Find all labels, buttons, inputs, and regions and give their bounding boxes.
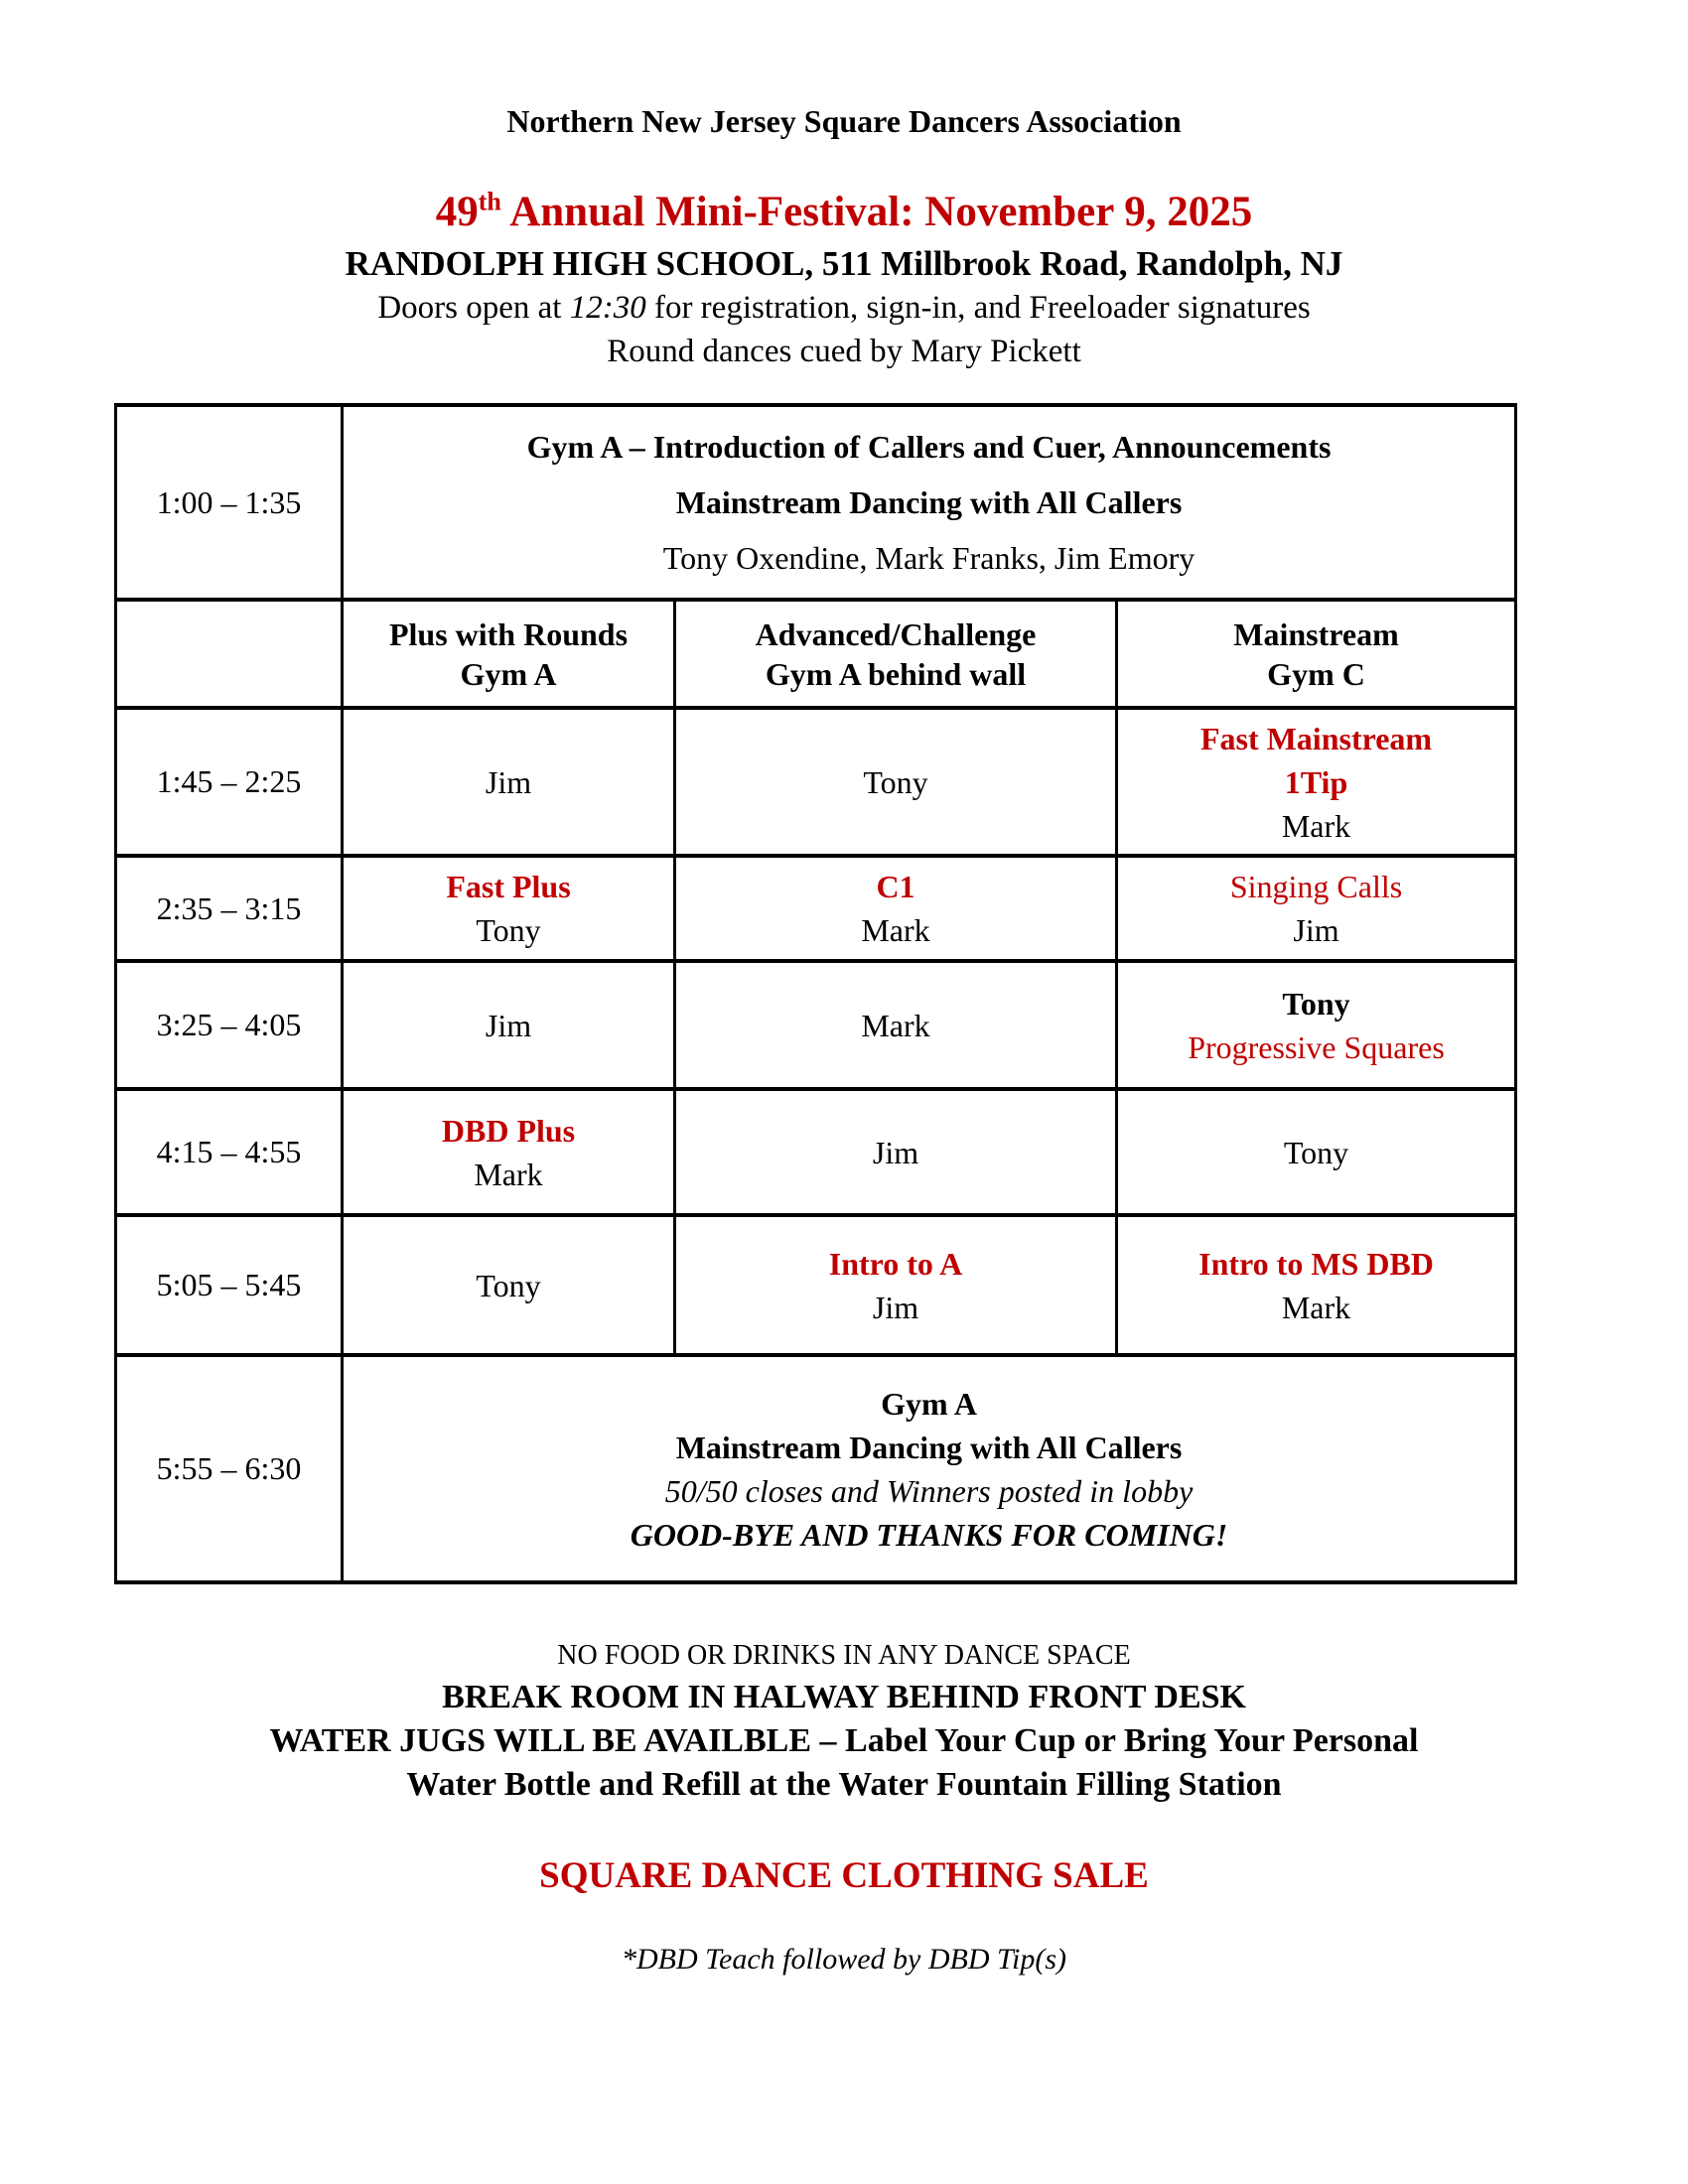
festival-title-rest: Annual Mini-Festival: November 9, 2025 <box>500 189 1253 235</box>
cell-415-advanced <box>675 1089 1117 1215</box>
caller-name: Mark <box>1281 807 1351 844</box>
special-tip-label: 1Tip <box>1284 763 1348 800</box>
festival-title-ordinal: th <box>478 187 501 216</box>
row-opening <box>116 405 1516 600</box>
row-closing <box>116 1355 1516 1582</box>
closing-cell <box>343 1355 1516 1582</box>
break-room-notice: BREAK ROOM IN HALWAY BEHIND FRONT DESK <box>442 1679 1246 1715</box>
special-tip-label: DBD Plus <box>441 1112 576 1149</box>
opening-cell <box>343 405 1516 600</box>
cell-235-mainstream <box>1117 856 1516 961</box>
closing-dance-line: Mainstream Dancing with All Callers <box>675 1429 1183 1465</box>
caller-name: Tony <box>1283 1134 1349 1170</box>
caller-name: Mark <box>861 912 930 948</box>
row-slot-145 <box>116 708 1516 856</box>
cell-325-advanced <box>675 961 1117 1089</box>
time-cell-145: 1:45 – 2:25 <box>116 708 343 856</box>
caller-name: Mark <box>474 1156 543 1192</box>
cell-505-plus <box>343 1215 675 1355</box>
column-header-mainstream <box>1117 600 1516 708</box>
cell-325-mainstream <box>1117 961 1516 1089</box>
column-header-plus-program: Plus with Rounds <box>388 615 629 652</box>
cell-415-mainstream <box>1117 1089 1516 1215</box>
doors-line-pre: Doors open at <box>377 290 570 326</box>
organization-name: Northern New Jersey Square Dancers Association <box>506 103 1182 139</box>
special-tip-label: Fast Mainstream <box>1199 720 1433 756</box>
water-notice-line-2: Water Bottle and Refill at the Water Fountain Filling Station <box>406 1766 1282 1803</box>
column-header-plus <box>343 600 675 708</box>
doors-line-post: for registration, sign-in, and Freeloader signatures <box>645 290 1311 326</box>
rounds-cuer-line: Round dances cued by Mary Pickett <box>607 334 1081 369</box>
flyer-header <box>0 0 1688 373</box>
time-cell-opening: 1:00 – 1:35 <box>116 405 343 600</box>
caller-name: Tony <box>863 763 928 800</box>
column-header-mainstream-program: Mainstream <box>1233 615 1399 652</box>
time-cell-closing: 5:55 – 6:30 <box>116 1355 343 1582</box>
caller-name: Mark <box>861 1007 930 1043</box>
caller-name: Mark <box>1281 1289 1351 1325</box>
closing-goodbye-line: GOOD-BYE AND THANKS FOR COMING! <box>630 1516 1228 1553</box>
venue-line: RANDOLPH HIGH SCHOOL, 511 Millbrook Road, Randolph, NJ <box>345 244 1343 283</box>
time-cell-325: 3:25 – 4:05 <box>116 961 343 1089</box>
column-header-plus-room: Gym A <box>460 655 557 692</box>
water-notice-line-1: WATER JUGS WILL BE AVAILBLE – Label Your Cup or Bring Your Personal <box>269 1722 1419 1759</box>
cell-235-advanced <box>675 856 1117 961</box>
caller-name: Tony <box>476 1267 541 1303</box>
cell-145-advanced <box>675 708 1117 856</box>
opening-line-2: Mainstream Dancing with All Callers <box>675 484 1183 520</box>
special-tip-label: Fast Plus <box>446 869 571 904</box>
caller-name: Tony <box>1282 985 1350 1022</box>
header-empty-cell <box>116 600 343 708</box>
cell-235-plus <box>343 856 675 961</box>
festival-title <box>0 187 1688 238</box>
opening-callers-line: Tony Oxendine, Mark Franks, Jim Emory <box>662 540 1196 576</box>
caller-name: Jim <box>485 1007 532 1043</box>
column-header-advanced-program: Advanced/Challenge <box>755 615 1037 652</box>
column-header-advanced <box>675 600 1117 708</box>
special-tip-label: C1 <box>876 869 915 904</box>
festival-title-number: 49 <box>435 189 479 235</box>
caller-name: Jim <box>1293 912 1339 948</box>
opening-line-1: Gym A – Introduction of Callers and Cuer, Announcements <box>526 429 1332 465</box>
row-column-headers <box>116 600 1516 708</box>
clothing-sale-notice: SQUARE DANCE CLOTHING SALE <box>539 1855 1149 1896</box>
doors-line <box>0 286 1688 330</box>
special-tip-label: Progressive Squares <box>1188 1028 1445 1065</box>
special-tip-label: Intro to A <box>828 1245 963 1282</box>
schedule-table <box>114 403 1517 1584</box>
caller-name: Jim <box>872 1289 919 1325</box>
column-header-mainstream-room: Gym C <box>1267 655 1365 692</box>
closing-room-line: Gym A <box>881 1385 977 1422</box>
time-cell-505: 5:05 – 5:45 <box>116 1215 343 1355</box>
cell-145-mainstream <box>1117 708 1516 856</box>
cell-145-plus <box>343 708 675 856</box>
row-slot-235 <box>116 856 1516 961</box>
special-tip-label: Intro to MS DBD <box>1198 1245 1434 1282</box>
doors-open-time: 12:30 <box>569 290 646 326</box>
flyer-footer <box>0 1636 1688 1979</box>
no-food-notice: NO FOOD OR DRINKS IN ANY DANCE SPACE <box>557 1640 1131 1671</box>
row-slot-415 <box>116 1089 1516 1215</box>
special-tip-label: Singing Calls <box>1229 869 1403 904</box>
caller-name: Tony <box>476 912 541 948</box>
column-header-advanced-room: Gym A behind wall <box>765 655 1027 692</box>
cell-325-plus <box>343 961 675 1089</box>
caller-name: Jim <box>485 763 532 800</box>
cell-505-mainstream <box>1117 1215 1516 1355</box>
row-slot-325 <box>116 961 1516 1089</box>
dbd-footnote: *DBD Teach followed by DBD Tip(s) <box>621 1943 1067 1976</box>
row-slot-505 <box>116 1215 1516 1355</box>
cell-415-plus <box>343 1089 675 1215</box>
cell-505-advanced <box>675 1215 1117 1355</box>
closing-raffle-line: 50/50 closes and Winners posted in lobby <box>664 1472 1194 1509</box>
time-cell-235: 2:35 – 3:15 <box>116 856 343 961</box>
caller-name: Jim <box>872 1134 919 1170</box>
time-cell-415: 4:15 – 4:55 <box>116 1089 343 1215</box>
